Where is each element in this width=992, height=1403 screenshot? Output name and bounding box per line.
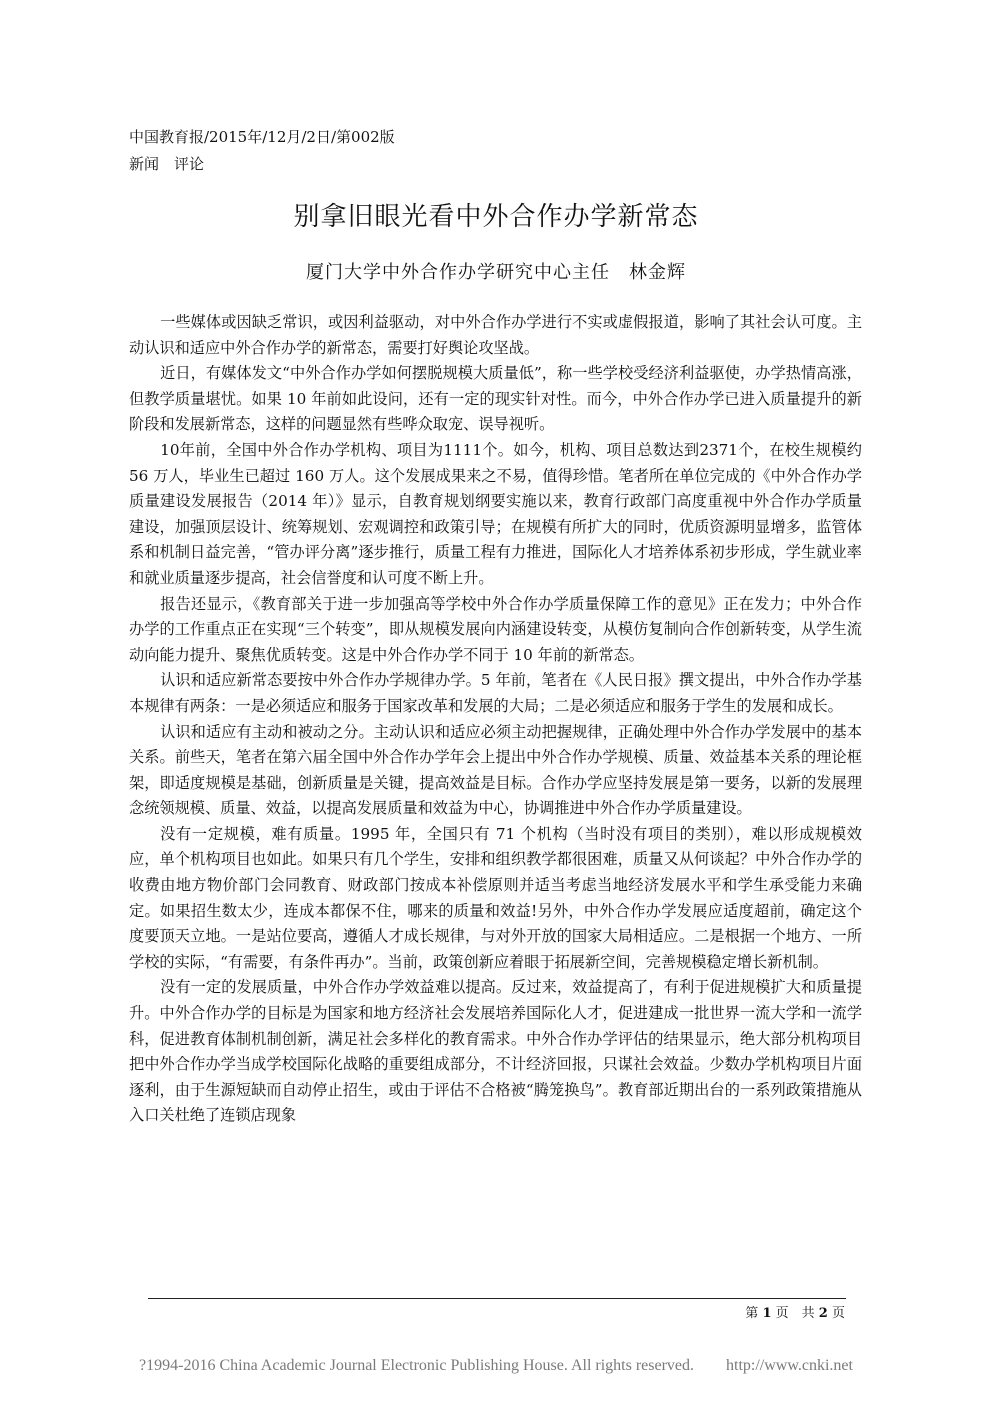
document-meta [129, 124, 395, 178]
article-body [129, 310, 862, 1129]
paragraph: 认识和适应新常态要按中外合作办学规律办学。5 年前，笔者在《人民日报》撰文提出，中外合作办学基本规律有两条：一是必须适应和服务于国家改革和发展的大局；二是必须适应和服务于学生的发展和成长。 [129, 671, 862, 715]
page-number [745, 1302, 845, 1321]
page-total: 2 [818, 1306, 828, 1321]
page-prefix: 第 [745, 1306, 759, 1321]
paragraph: 没有一定的发展质量，中外合作办学效益难以提高。反过来，效益提高了，有利于促进规模扩大和质量提升。中外合作办学的目标是为国家和地方经济社会发展培养国际化人才，促进建成一批世界一流大学和一流学科，促进教育体制机制创新，满足社会多样化的教育需求。中外合作办学评估的结果显示，绝大部分机构项目把中外合作办学当成学校国际化战略的重要组成部分，不计经济回报，只谋社会效益。少数办学机构项目片面逐利，由于生源短缺而自动停止招生，或由于评估不合格被“腾笼换鸟”。教育部近期出台的一系列政策措施从入口关杜绝了连锁店现象 [129, 978, 862, 1125]
paragraph: 报告还显示，《教育部关于进一步加强高等学校中外合作办学质量保障工作的意见》正在发力；中外合作办学的工作重点正在实现“三个转变”，即从规模发展向内涵建设转变，从模仿复制向合作创新转变，从学生流动向能力提升、聚焦优质转变。这是中外合作办学不同于 10 年前的新常态。 [129, 594, 862, 664]
page-mid: 页 共 [775, 1306, 815, 1321]
article-title: 别拿旧眼光看中外合作办学新常态 [293, 202, 699, 232]
source-line: 中国教育报/2015年/12月/2日/第002版 [129, 128, 395, 146]
copyright-notice: ?1994-2016 China Academic Journal Electronic Publishing House. All rights reserved. http://www.cnki.net [139, 1357, 853, 1374]
paragraph: 近日，有媒体发文“中外合作办学如何摆脱规模大质量低”，称一些学校受经济利益驱使，办学热情高涨，但教学质量堪忧。如果 10 年前如此设问，还有一定的现实针对性。而今，中外合作办学已进入质量提升的新阶段和发展新常态，这样的问题显然有些哗众取宠、误导视听。 [129, 364, 862, 434]
section-line: 新闻 评论 [129, 155, 205, 173]
page-current: 1 [762, 1306, 772, 1321]
paragraph: 没有一定规模，难有质量。1995 年，全国只有 71 个机构（当时没有项目的类别），难以形成规模效应，单个机构项目也如此。如果只有几个学生，安排和组织教学都很困难，质量又从何谈起？中外合作办学的收费由地方物价部门会同教育、财政部门按成本补偿原则并适当考虑当地经济发展水平和学生承受能力来确定。如果招生数太少，连成本都保不住，哪来的质量和效益!另外，中外合作办学发展应适度超前，确定这个度要顶天立地。一是站位要高，遵循人才成长规律，与对外开放的国家大局相适应。二是根据一个地方、一所学校的实际，“有需要，有条件再办”。当前，政策创新应着眼于拓展新空间，完善规模稳定增长新机制。 [129, 824, 862, 971]
article-byline: 厦门大学中外合作办学研究中心主任 林金辉 [306, 262, 686, 283]
paragraph: 10年前，全国中外合作办学机构、项目为1111个。如今，机构、项目总数达到2371个，在校生规模约 56 万人，毕业生已超过 160 万人。这个发展成果来之不易，值得珍惜。笔者所在单位完成的《中外合作办学质量建设发展报告（2014 年）》显示，自教育规划纲要实施以来，教育行政部门高度重视中外合作办学质量建设，加强顶层设计、统筹规划、宏观调控和政策引导；在规模有所扩大的同时，优质资源明显增多，监管体系和机制日益完善，“管办评分离”逐步推行，质量工程有力推进，国际化人才培养体系初步形成，学生就业率和就业质量逐步提高，社会信誉度和认可度不断上升。 [129, 440, 862, 587]
paragraph: 认识和适应有主动和被动之分。主动认识和适应必须主动把握规律，正确处理中外合作办学发展中的基本关系。前些天，笔者在第六届全国中外合作办学年会上提出中外合作办学规模、质量、效益基本关系的理论框架，即适度规模是基础，创新质量是关键，提高效益是目标。合作办学应坚持发展是第一要务，以新的发展理念统领规模、质量、效益，以提高发展质量和效益为中心，协调推进中外合作办学质量建设。 [129, 722, 862, 818]
footer-divider [148, 1298, 846, 1299]
paragraph: 一些媒体或因缺乏常识，或因利益驱动，对中外合作办学进行不实或虚假报道，影响了其社会认可度。主动认识和适应中外合作办学的新常态，需要打好舆论攻坚战。 [129, 313, 862, 357]
page-suffix: 页 [831, 1306, 845, 1321]
